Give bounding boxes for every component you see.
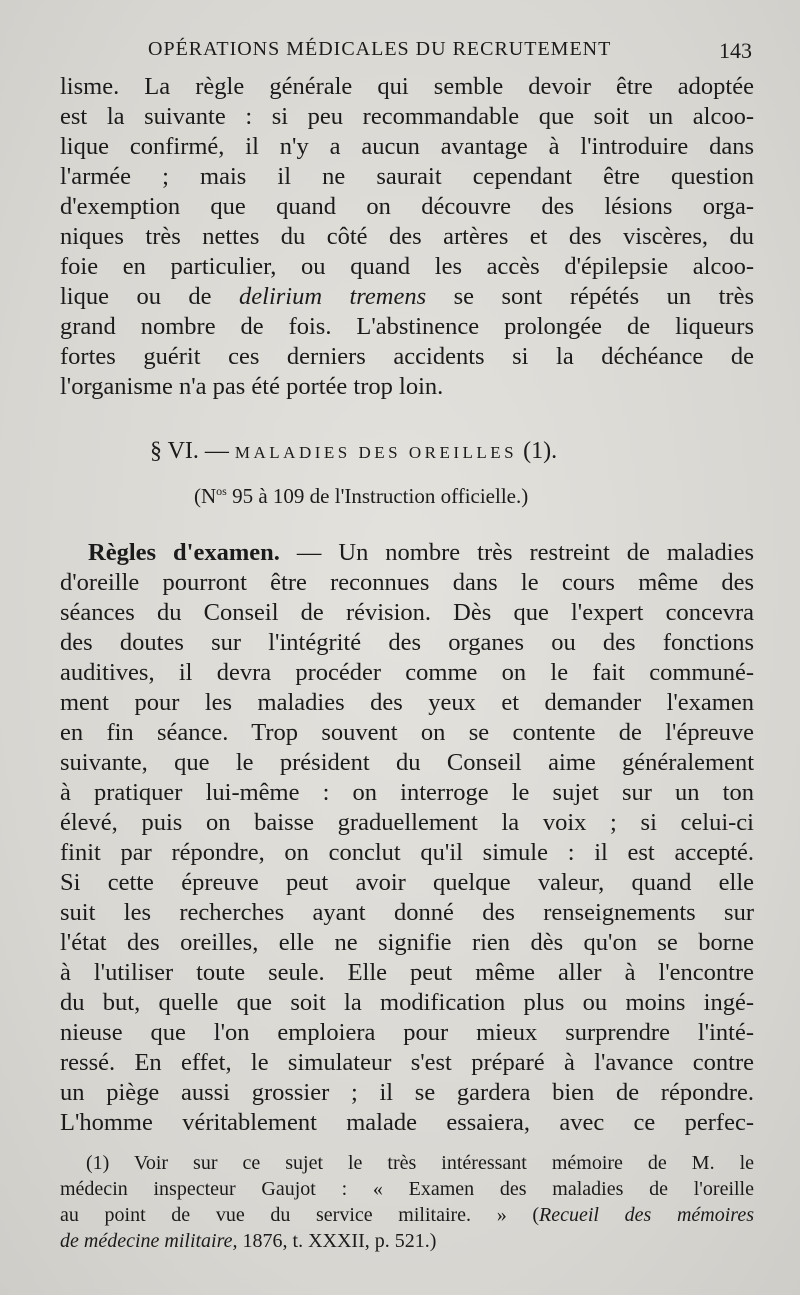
text-segment: 1876, t. XXXII, p. 521.): [237, 1230, 437, 1252]
text-line: l'armée ; mais il ne saurait cependant être question: [60, 163, 754, 190]
text-line: du but, quelle que soit la modification plus ou moins ingé-: [60, 989, 754, 1016]
paragraph-examination-rules: [60, 538, 754, 1138]
text-segment: se sont répétés un très: [426, 283, 754, 310]
text-line: l'état des oreilles, elle ne signifie rien dès qu'on se borne: [60, 929, 754, 956]
section-number: § VI.: [150, 438, 199, 464]
text-segment: au point de vue du service militaire. » (: [60, 1204, 540, 1226]
section-dash: —: [198, 438, 235, 464]
footnote-line: médecin inspecteur Gaujot : « Examen des maladies de l'oreille: [60, 1178, 754, 1200]
running-title: OPÉRATIONS MÉDICALES DU RECRUTEMENT: [148, 38, 612, 60]
text-line: est la suivante : si peu recommandable que soit un alcoo-: [60, 103, 754, 130]
text-line: suit les recherches ayant donné des renseignements sur: [60, 899, 754, 926]
text-segment: lique ou de: [60, 283, 240, 310]
footnote-ref: (1).: [517, 438, 558, 464]
text-line: à pratiquer lui-même : on interroge le sujet sur un ton: [60, 779, 754, 806]
text-line: ressé. En effet, le simulateur s'est préparé à l'avance contre: [60, 1049, 754, 1076]
text-line: fortes guérit ces derniers accidents si la déchéance de: [60, 343, 754, 370]
footnote-line: [60, 1228, 754, 1254]
section-heading: [150, 438, 557, 465]
superscript: os: [216, 484, 227, 498]
text-line: en fin séance. Trop souvent on se contente de l'épreuve: [60, 719, 754, 746]
text-line: L'homme véritablement malade essaiera, avec ce perfec-: [60, 1109, 754, 1136]
run-in-heading: Règles d'examen.: [88, 539, 280, 566]
text-line: un piège aussi grossier ; il se gardera bien de répondre.: [60, 1079, 754, 1106]
running-head: [60, 38, 752, 68]
section-title: MALADIES DES OREILLES: [234, 443, 518, 462]
text-line: ment pour les maladies des yeux et demander l'examen: [60, 689, 754, 716]
text-segment: 95 à 109 de l'Instruction officielle.): [226, 484, 529, 508]
text-line: foie en particulier, ou quand les accès d'épilepsie alcoo-: [60, 253, 754, 280]
text-line: lisme. La règle générale qui semble devoir être adoptée: [60, 73, 754, 100]
text-line: niques très nettes du côté des artères et des viscères, du: [60, 223, 754, 250]
instruction-reference: [194, 484, 528, 509]
text-line: d'exemption que quand on découvre des lésions orga-: [60, 193, 754, 220]
text-line: grand nombre de fois. L'abstinence prolongée de liqueurs: [60, 313, 754, 340]
footnote-line: [60, 1202, 754, 1228]
italic-citation: Recueil des mémoires: [539, 1204, 754, 1226]
text-line: d'oreille pourront être reconnues dans le cours même des: [60, 569, 754, 596]
text-line: [60, 282, 754, 312]
italic-term: delirium tremens: [239, 283, 427, 310]
text-line: [60, 538, 754, 568]
text-line: séances du Conseil de révision. Dès que l'expert concevra: [60, 599, 754, 626]
text-line: suivante, que le président du Conseil aime généralement: [60, 749, 754, 776]
text-segment: (N: [194, 484, 217, 508]
italic-citation: de médecine militaire,: [60, 1230, 238, 1252]
page-number: 143: [719, 38, 752, 63]
text-line: l'organisme n'a pas été portée trop loin.: [60, 373, 444, 400]
text-line: élevé, puis on baisse graduellement la voix ; si celui-ci: [60, 809, 754, 836]
text-line: Si cette épreuve peut avoir quelque valeur, quand elle: [60, 869, 754, 896]
footnote-line: (1) Voir sur ce sujet le très intéressant mémoire de M. le: [86, 1152, 754, 1174]
text-segment: — Un nombre très restreint de maladies: [279, 539, 754, 566]
text-line: auditives, il devra procéder comme on le fait communé-: [60, 659, 754, 686]
paragraph-alcoholism: [60, 72, 754, 402]
text-line: nieuse que l'on emploiera pour mieux surprendre l'inté-: [60, 1019, 754, 1046]
text-line: à l'utiliser toute seule. Elle peut même aller à l'encontre: [60, 959, 754, 986]
footnote: [60, 1150, 754, 1254]
text-line: finit par répondre, on conclut qu'il simule : il est accepté.: [60, 839, 754, 866]
text-line: des doutes sur l'intégrité des organes ou des fonctions: [60, 629, 754, 656]
text-line: lique confirmé, il n'y a aucun avantage à l'introduire dans: [60, 133, 754, 160]
